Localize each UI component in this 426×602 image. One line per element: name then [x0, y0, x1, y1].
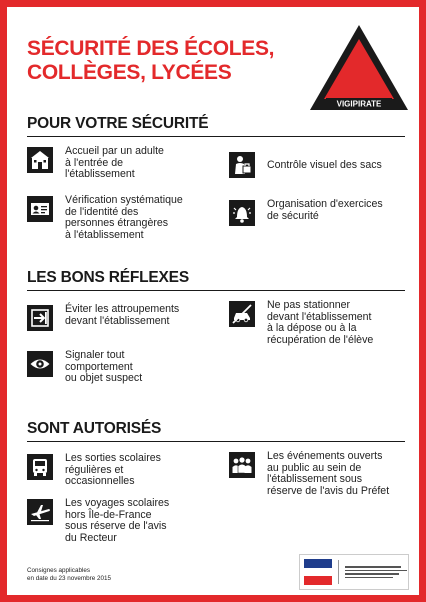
section-heading-authorized: SONT AUTORISÉS: [27, 420, 162, 437]
school-building-icon: [27, 147, 53, 173]
vigipirate-label: VIGIPIRATE: [336, 99, 382, 109]
item-identity-check: [27, 196, 183, 241]
ministry-logo: [299, 554, 409, 590]
bag-check-icon: [229, 152, 255, 178]
ministry-name-lines: [345, 566, 407, 578]
alarm-bell-icon: [229, 200, 255, 226]
section-heading-security: POUR VOTRE SÉCURITÉ: [27, 115, 209, 132]
exit-door-icon: [27, 305, 53, 331]
item-text: Ne pas stationner devant l'établissement à la dépose ou à la récupération de l'élève: [267, 299, 374, 346]
poster-title: SÉCURITÉ DES ÉCOLES, COLLÈGES, LYCÉES: [27, 37, 275, 84]
item-adult-welcome: [27, 147, 164, 181]
item-security-drills: [229, 200, 383, 226]
item-school-trips: [27, 499, 169, 544]
item-school-outings: [27, 454, 161, 488]
eye-icon: [27, 351, 53, 377]
item-text: Les événements ouverts au public au sein de l'établissement sous réserve de l'avis du Préfet: [267, 450, 390, 497]
crowd-icon: [229, 452, 255, 478]
item-text: Les voyages scolaires hors Île-de-France sous réserve de l'avis du Recteur: [65, 497, 170, 544]
item-public-events: [229, 452, 389, 497]
item-no-parking: [229, 301, 373, 346]
item-report-suspicious: [27, 351, 142, 385]
marianne-flag-icon: [304, 559, 332, 585]
id-card-icon: [27, 196, 53, 222]
item-text: Contrôle visuel des sacs: [267, 159, 382, 171]
item-text: Organisation d'exercices de sécurité: [267, 198, 383, 222]
item-bag-check: [229, 152, 382, 178]
section-divider: [27, 136, 405, 137]
item-text: Accueil par un adulte à l'entrée de l'établissement: [65, 145, 164, 181]
item-text: Signaler tout comportement ou objet suspect: [65, 349, 143, 385]
footnote-date: Consignes applicables en date du 23 novembre 2015: [27, 567, 112, 582]
section-divider: [27, 441, 405, 442]
vigipirate-triangle-icon: [308, 22, 410, 114]
airplane-icon: [27, 499, 53, 525]
item-text: Vérification systématique de l'identité des personnes étrangères à l'établissement: [65, 194, 183, 241]
no-parking-car-icon: [229, 301, 255, 327]
item-text: Éviter les attroupements devant l'établissement: [65, 303, 180, 327]
section-divider: [27, 290, 405, 291]
item-text: Les sorties scolaires régulières et occasionnelles: [65, 452, 161, 488]
vigipirate-logo: [308, 22, 410, 114]
item-avoid-gatherings: [27, 305, 179, 331]
section-heading-reflexes: LES BONS RÉFLEXES: [27, 269, 189, 286]
bus-icon: [27, 454, 53, 480]
